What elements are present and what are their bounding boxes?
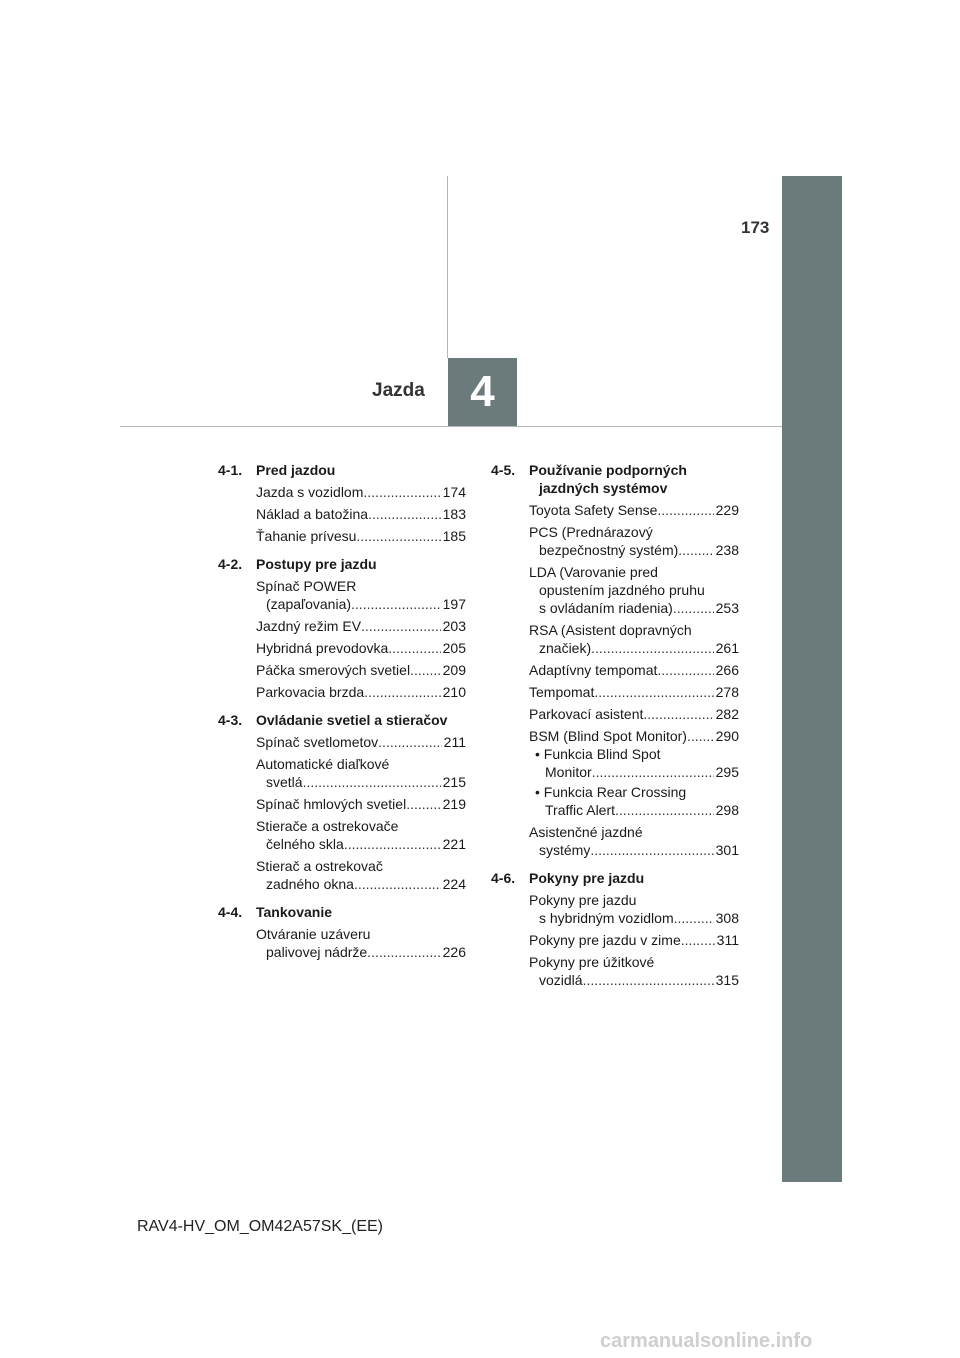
leader-dots bbox=[615, 801, 714, 819]
entry-page: 301 bbox=[715, 842, 739, 858]
chapter-title: Jazda bbox=[372, 380, 425, 401]
leader-dots bbox=[687, 727, 714, 745]
entry-title: Automatické diaľkové bbox=[256, 756, 390, 772]
entry-title: Ťahanie prívesu bbox=[256, 528, 357, 544]
toc-section-4-2[interactable] bbox=[218, 555, 466, 573]
subentry-title-cont: Traffic Alert bbox=[545, 802, 616, 818]
entry-title: Spínač hmlových svetiel bbox=[256, 796, 407, 812]
entry-title: Adaptívny tempomat bbox=[529, 662, 658, 678]
leader-dots bbox=[583, 971, 714, 989]
subentry-title-cont: Monitor bbox=[545, 764, 592, 780]
leader-dots bbox=[354, 875, 441, 893]
section-number: 4-6. bbox=[491, 870, 516, 886]
leader-dots bbox=[678, 541, 713, 559]
entry-title-cont: opustením jazdného pruhu bbox=[539, 582, 705, 598]
entry-page: 282 bbox=[715, 706, 739, 722]
toc-entry[interactable] bbox=[256, 639, 466, 657]
leader-dots bbox=[364, 683, 440, 701]
side-chapter-tab bbox=[782, 176, 842, 1182]
leader-dots bbox=[592, 763, 714, 781]
toc-entry[interactable] bbox=[529, 523, 739, 559]
entry-title-cont: vozidlá bbox=[539, 972, 583, 988]
toc-section-4-4[interactable] bbox=[218, 903, 466, 921]
entry-title-cont: bezpečnostný systém) bbox=[539, 542, 679, 558]
toc-entry[interactable] bbox=[529, 891, 739, 927]
toc-entry[interactable] bbox=[256, 733, 466, 751]
entry-title: Asistenčné jazdné bbox=[529, 824, 643, 840]
entry-title-cont: palivovej nádrže bbox=[266, 944, 368, 960]
leader-dots bbox=[673, 599, 714, 617]
leader-dots bbox=[388, 639, 440, 657]
leader-dots bbox=[361, 617, 441, 635]
leader-dots bbox=[344, 835, 441, 853]
entry-page: 219 bbox=[442, 796, 466, 812]
leader-dots bbox=[594, 683, 713, 701]
section-title: Ovládanie svetiel a stieračov bbox=[256, 712, 448, 728]
entry-page: 298 bbox=[715, 802, 739, 818]
subentry-title: • Funkcia Blind Spot bbox=[535, 746, 661, 762]
entry-title: Otváranie uzáveru bbox=[256, 926, 371, 942]
entry-title: Parkovací asistent bbox=[529, 706, 644, 722]
section-title-line2: jazdných systémov bbox=[539, 480, 668, 496]
section-title-line1: Používanie podporných bbox=[529, 462, 687, 478]
page-number: 173 bbox=[741, 218, 770, 237]
entry-page: 185 bbox=[442, 528, 466, 544]
toc-entry[interactable] bbox=[256, 661, 466, 679]
toc-left-column bbox=[218, 461, 466, 965]
entry-page: 209 bbox=[442, 662, 466, 678]
entry-page: 224 bbox=[442, 876, 466, 892]
toc-entry[interactable] bbox=[256, 617, 466, 635]
entry-title: LDA (Varovanie pred bbox=[529, 564, 658, 580]
subentry-title: • Funkcia Rear Crossing bbox=[535, 784, 687, 800]
section-title: Pokyny pre jazdu bbox=[529, 870, 645, 886]
section-title bbox=[529, 461, 739, 497]
toc-entry[interactable] bbox=[256, 683, 466, 701]
leader-dots bbox=[643, 705, 713, 723]
chapter-number: 4 bbox=[470, 367, 495, 416]
entry-title: Páčka smerových svetiel bbox=[256, 662, 411, 678]
leader-dots bbox=[657, 501, 713, 519]
entry-title: Pokyny pre jazdu v zime bbox=[529, 932, 681, 948]
entry-page: 308 bbox=[715, 910, 739, 926]
toc-subentry[interactable] bbox=[529, 745, 739, 781]
toc-entry[interactable] bbox=[256, 527, 466, 545]
entry-page: 266 bbox=[715, 662, 739, 678]
leader-dots bbox=[351, 595, 441, 613]
entry-page: 197 bbox=[442, 596, 466, 612]
entry-title-cont: s ovládaním riadenia) bbox=[539, 600, 673, 616]
entry-page: 315 bbox=[715, 972, 739, 988]
leader-dots bbox=[367, 943, 440, 961]
toc-entry[interactable] bbox=[256, 483, 466, 501]
entry-page: 221 bbox=[442, 836, 466, 852]
leader-dots bbox=[363, 483, 440, 501]
entry-title: Stierače a ostrekovače bbox=[256, 818, 399, 834]
section-number: 4-3. bbox=[218, 712, 243, 728]
entry-page: 290 bbox=[715, 728, 739, 744]
entry-title: Pokyny pre jazdu bbox=[529, 892, 637, 908]
entry-title: Spínač POWER bbox=[256, 578, 357, 594]
section-number: 4-5. bbox=[491, 462, 516, 478]
toc-section-4-1[interactable] bbox=[218, 461, 466, 479]
toc-entry[interactable] bbox=[529, 501, 739, 519]
entry-title: Stierač a ostrekovač bbox=[256, 858, 383, 874]
leader-dots bbox=[368, 505, 441, 523]
leader-dots bbox=[378, 733, 442, 751]
toc-entry[interactable] bbox=[529, 953, 739, 989]
toc-section-4-5[interactable] bbox=[491, 461, 739, 497]
entry-title: Parkovacia brzda bbox=[256, 684, 365, 700]
toc-entry[interactable] bbox=[529, 621, 739, 657]
toc-entry[interactable] bbox=[256, 795, 466, 813]
entry-title-cont: systémy bbox=[539, 842, 591, 858]
entry-title-cont: svetlá bbox=[266, 774, 303, 790]
entry-page: 203 bbox=[442, 618, 466, 634]
section-number: 4-2. bbox=[218, 556, 243, 572]
entry-page: 311 bbox=[716, 932, 739, 948]
entry-title-cont: (zapaľovania) bbox=[266, 596, 352, 612]
entry-title: Toyota Safety Sense bbox=[529, 502, 658, 518]
leader-dots bbox=[681, 931, 715, 949]
leader-dots bbox=[356, 527, 440, 545]
vertical-divider bbox=[447, 176, 448, 358]
toc-section-4-6[interactable] bbox=[491, 869, 739, 887]
entry-page: 215 bbox=[442, 774, 466, 790]
toc-right-column bbox=[491, 461, 739, 993]
entry-page: 210 bbox=[442, 684, 466, 700]
leader-dots bbox=[303, 773, 441, 791]
entry-title: Jazda s vozidlom bbox=[256, 484, 364, 500]
leader-dots bbox=[590, 841, 713, 859]
toc-entry[interactable] bbox=[256, 857, 466, 893]
entry-page: 226 bbox=[442, 944, 466, 960]
entry-title-cont: čelného skla bbox=[266, 836, 344, 852]
entry-page: 211 bbox=[443, 734, 466, 750]
section-title: Tankovanie bbox=[256, 904, 332, 920]
chapter-number-box bbox=[448, 358, 517, 426]
watermark: carmanualsonline.info bbox=[600, 1330, 813, 1352]
toc-entry[interactable] bbox=[256, 577, 466, 613]
toc-entry[interactable] bbox=[529, 705, 739, 723]
entry-page: 253 bbox=[715, 600, 739, 616]
toc-entry[interactable] bbox=[529, 683, 739, 701]
entry-page: 278 bbox=[715, 684, 739, 700]
toc-entry[interactable] bbox=[256, 817, 466, 853]
entry-page: 295 bbox=[715, 764, 739, 780]
toc-entry[interactable] bbox=[529, 823, 739, 859]
section-title: Pred jazdou bbox=[256, 462, 336, 478]
entry-title-cont: zadného okna bbox=[266, 876, 354, 892]
entry-title: Jazdný režim EV bbox=[256, 618, 362, 634]
toc-subentry[interactable] bbox=[529, 783, 739, 819]
entry-title-cont: značiek) bbox=[539, 640, 592, 656]
section-number: 4-1. bbox=[218, 462, 243, 478]
toc-entry[interactable] bbox=[256, 925, 466, 961]
toc-section-4-3[interactable] bbox=[218, 711, 466, 729]
leader-dots bbox=[410, 661, 441, 679]
leader-dots bbox=[406, 795, 440, 813]
document-code: RAV4-HV_OM_OM42A57SK_(EE) bbox=[136, 1218, 383, 1235]
toc-entry[interactable] bbox=[256, 755, 466, 791]
entry-page: 238 bbox=[715, 542, 739, 558]
entry-page: 261 bbox=[715, 640, 739, 656]
leader-dots bbox=[591, 639, 714, 657]
entry-title: Pokyny pre úžitkové bbox=[529, 954, 655, 970]
entry-title: RSA (Asistent dopravných bbox=[529, 622, 692, 638]
toc-entry[interactable] bbox=[256, 505, 466, 523]
entry-title: PCS (Prednárazový bbox=[529, 524, 653, 540]
leader-dots bbox=[657, 661, 713, 679]
entry-title: Náklad a batožina bbox=[256, 506, 369, 522]
toc-entry[interactable] bbox=[529, 661, 739, 679]
entry-page: 174 bbox=[442, 484, 466, 500]
entry-title: BSM (Blind Spot Monitor) bbox=[529, 728, 687, 744]
section-title: Postupy pre jazdu bbox=[256, 556, 377, 572]
leader-dots bbox=[674, 909, 714, 927]
entry-title: Tempomat bbox=[529, 684, 595, 700]
toc-entry[interactable] bbox=[529, 727, 739, 745]
entry-title: Hybridná prevodovka bbox=[256, 640, 389, 656]
entry-page: 229 bbox=[715, 502, 739, 518]
entry-page: 183 bbox=[442, 506, 466, 522]
entry-page: 205 bbox=[442, 640, 466, 656]
entry-title-cont: s hybridným vozidlom bbox=[539, 910, 674, 926]
toc-entry[interactable] bbox=[529, 931, 739, 949]
section-number: 4-4. bbox=[218, 904, 243, 920]
horizontal-divider bbox=[120, 426, 782, 427]
toc-entry[interactable] bbox=[529, 563, 739, 617]
entry-title: Spínač svetlometov bbox=[256, 734, 379, 750]
